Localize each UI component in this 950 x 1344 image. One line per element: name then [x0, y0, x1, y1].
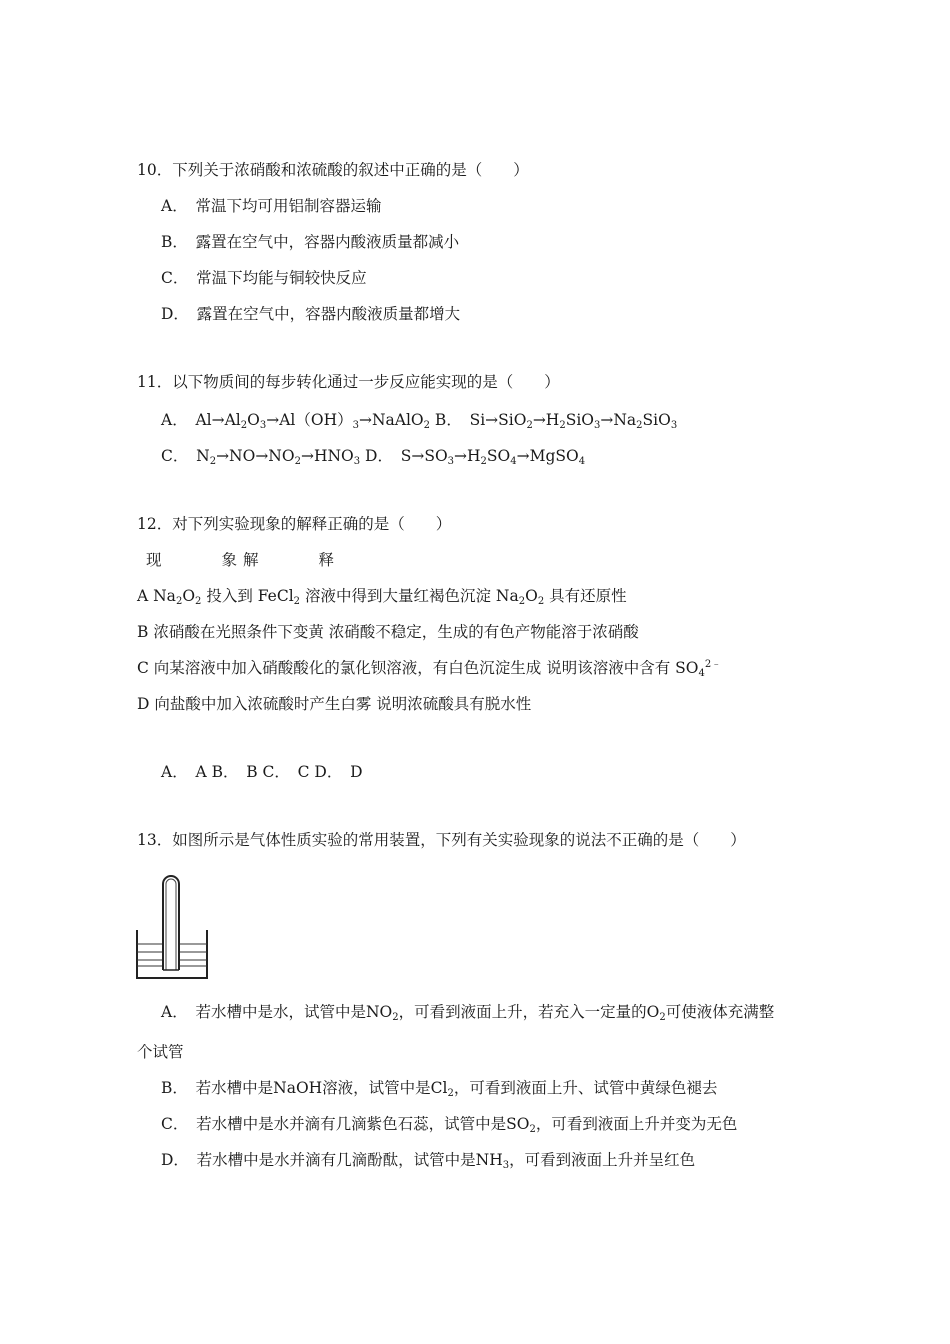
q12-options: A． A B． B C． C D． D: [161, 763, 363, 781]
q13-option-d: D． 若水槽中是水并滴有几滴酚酞，试管中是$NH_3$，可看到液面上升并呈红色: [161, 1151, 696, 1171]
q10-option-c: C． 常温下均能与铜较快反应: [161, 269, 367, 287]
q12-row-c: C 向某溶液中加入硝酸酸化的氯化钡溶液，有白色沉淀生成 说明该溶液中含有 $SO_4^{2﹣}$: [137, 659, 722, 679]
q10-option-a: A． 常温下均可用铝制容器运输: [161, 197, 382, 215]
question-10-stem: 10．下列关于浓硝酸和浓硫酸的叙述中正确的是（ ）: [137, 161, 529, 179]
q13-option-b: B． 若水槽中是NaOH溶液，试管中是$Cl_2$，可看到液面上升、试管中黄绿色褪去: [161, 1079, 718, 1099]
q11-options-cd: [161, 446, 585, 466]
q13-option-c: C． 若水槽中是水并滴有几滴紫色石蕊，试管中是$SO_2$，可看到液面上升并变为无色: [161, 1115, 738, 1135]
q11-option-c: C． $N_2\to NO\to NO_2\to HNO_3$: [161, 447, 361, 467]
q11-options-ab: [161, 410, 677, 430]
q11-option-a: A． $Al\to Al_2O_3\to Al(OH)_3\to NaAlO_2$: [161, 411, 430, 431]
q12-table-header: 现 象 解 释: [146, 551, 335, 569]
q10-option-b: B． 露置在空气中，容器内酸液质量都减小: [161, 233, 460, 251]
q12-row-b: B 浓硝酸在光照条件下变黄 浓硝酸不稳定，生成的有色产物能溶于浓硝酸: [137, 623, 639, 641]
q13-option-a: A． 若水槽中是水，试管中是$NO_2$，可看到液面上升，若充入一定量的$O_2$可使液体充满整: [161, 1003, 775, 1023]
gas-test-tube-water-trough-diagram: [133, 872, 213, 984]
question-12-stem: 12．对下列实验现象的解释正确的是（ ）: [137, 515, 452, 533]
q11-option-d: D． $S\to SO_3\to H_2SO_4\to MgSO_4$: [360, 447, 586, 467]
question-13-stem: 13．如图所示是气体性质实验的常用装置，下列有关实验现象的说法不正确的是（ ）: [137, 831, 746, 849]
q13-option-a-continued: 个试管: [137, 1043, 184, 1061]
q11-option-b: B． $Si\to SiO_2\to H_2SiO_3\to Na_2SiO_3$: [430, 411, 678, 431]
q12-row-a: A $Na_2O_2$ 投入到 FeCl$_2$ 溶液中得到大量红褐色沉淀 $Na_2O_2$ 具有还原性: [137, 587, 627, 607]
q10-option-d: D． 露置在空气中，容器内酸液质量都增大: [161, 305, 461, 323]
question-11-stem: 11．以下物质间的每步转化通过一步反应能实现的是（ ）: [137, 373, 560, 391]
q12-row-d: D 向盐酸中加入浓硫酸时产生白雾 说明浓硫酸具有脱水性: [137, 695, 532, 713]
